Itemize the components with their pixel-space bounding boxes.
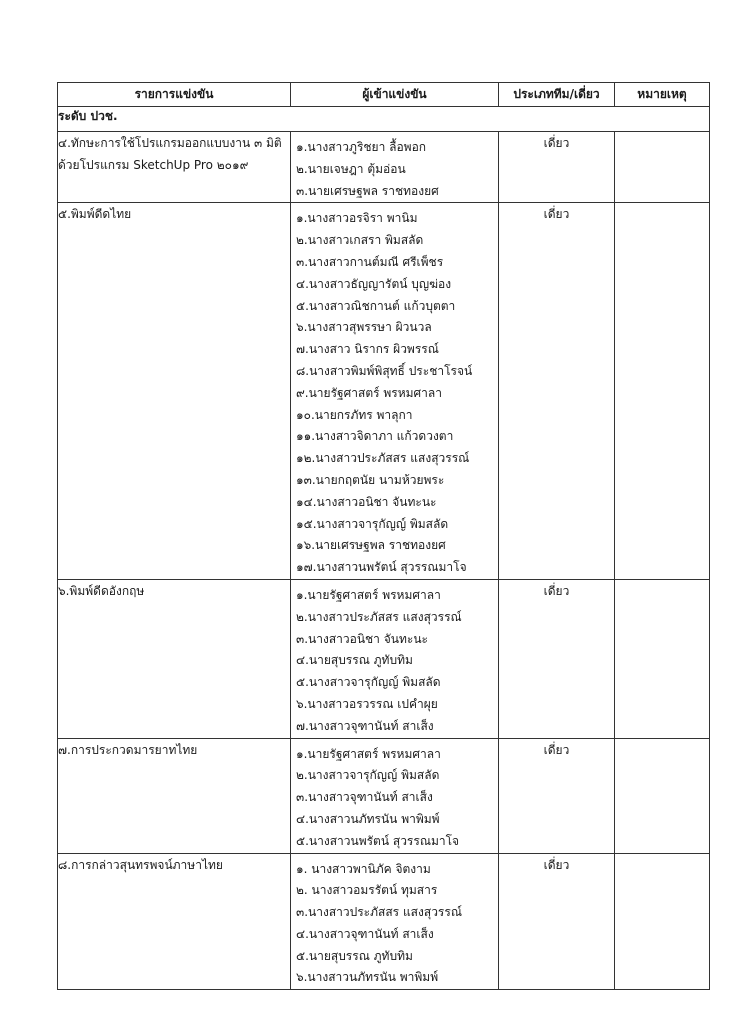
participant-name: ๑๔.นางสาวอนิชา จันทะนะ [296, 494, 437, 509]
note-cell [615, 738, 710, 853]
table-row [58, 738, 710, 853]
header-participants: ผู้เข้าแข่งขัน [291, 83, 499, 107]
header-competition: รายการแข่งขัน [58, 83, 291, 107]
participants-cell [291, 738, 499, 853]
participant-name: ๕.นางสาวณิชกานต์ แก้วบุตตา [296, 298, 456, 313]
competition-item-name: ๘.การกล่าวสุนทรพจน์ภาษาไทย [58, 857, 223, 872]
entry-type: เดี่ยว [499, 579, 615, 738]
note-cell [615, 132, 710, 203]
participant-name: ๖.นางสาวนภัทรนัน พาพิมพ์ [296, 970, 439, 985]
participant-name: ๓.นางสาวประภัสสร แสงสุวรรณ์ [296, 905, 462, 920]
participants-cell [291, 132, 499, 203]
participants-cell [291, 579, 499, 738]
participant-name: ๑.นายรัฐศาสตร์ พรหมศาลา [296, 587, 441, 602]
participant-name: ๙.นายรัฐศาสตร์ พรหมศาลา [296, 385, 442, 400]
participant-name: ๒.นายเจษฎา ตุ้มอ่อน [296, 161, 406, 176]
note-cell [615, 853, 710, 990]
participant-name: ๑๗.นางสาวนพรัตน์ สุวรรณมาโจ [296, 560, 467, 575]
note-cell [615, 579, 710, 738]
participants-cell [291, 853, 499, 990]
participant-name: ๓.นางสาวกานต์มณี ศรีเพ็ชร [296, 254, 444, 269]
competition-item-name: ๕.พิมพ์ดีดไทย [58, 207, 132, 222]
participant-name: ๒.นางสาวประภัสสร แสงสุวรรณ์ [296, 609, 462, 624]
table-row [58, 579, 710, 738]
participant-name: ๑.นายรัฐศาสตร์ พรหมศาลา [296, 746, 441, 761]
participant-name: ๑๖.นายเศรษฐพล ราชทองยศ [296, 538, 446, 553]
participant-list [291, 132, 498, 202]
entry-type: เดี่ยว [499, 853, 615, 990]
participant-name: ๓.นางสาวอนิชา จันทะนะ [296, 631, 428, 646]
participant-name: ๒. นางสาวอมรรัตน์ ทุมสาร [296, 883, 438, 898]
competition-item-name: ๖.พิมพ์ดีดอังกฤษ [58, 583, 145, 598]
competition-item-cell [58, 853, 291, 990]
header-row [58, 83, 710, 107]
participant-name: ๕.นางสาวจารุกัญญ์ พิมสลัด [296, 675, 441, 690]
participant-name: ๔.นางสาวนภัทรนัน พาพิมพ์ [296, 811, 440, 826]
participant-list [291, 203, 498, 579]
header-note: หมายเหตุ [615, 83, 710, 107]
participant-name: ๖.นางสาวสุพรรษา ผิวนวล [296, 320, 432, 335]
competition-item-cell [58, 132, 291, 203]
participant-name: ๑๕.นางสาวจารุกัญญ์ พิมสลัด [296, 516, 449, 531]
participant-name: ๑.นางสาวอรจิรา พานิม [296, 211, 418, 226]
table-row [58, 132, 710, 203]
participant-name: ๑. นางสาวพานิภัค จิตงาม [296, 861, 431, 876]
participant-name: ๑๐.นายกรภัทร พาลุกา [296, 407, 413, 422]
participant-name: ๗.นางสาวจุฑานันท์ สาเส็ง [296, 718, 434, 733]
level-label: ระดับ ปวช. [58, 107, 710, 132]
level-row [58, 107, 710, 132]
participants-cell [291, 203, 499, 580]
participant-list [291, 739, 498, 853]
participant-name: ๗.นางสาว นิรากร ผิวพรรณ์ [296, 342, 439, 357]
entry-type: เดี่ยว [499, 132, 615, 203]
participant-name: ๕.นางสาวนพรัตน์ สุวรรณมาโจ [296, 833, 460, 848]
entry-type: เดี่ยว [499, 203, 615, 580]
competition-item-cell [58, 203, 291, 580]
competition-item-cell [58, 579, 291, 738]
table-row [58, 853, 710, 990]
note-cell [615, 203, 710, 580]
participant-name: ๑๑.นางสาวจิดาภา แก้วดวงตา [296, 429, 454, 444]
participant-list [291, 580, 498, 738]
participant-name: ๕.นายสุบรรณ ภูทับทิม [296, 948, 413, 963]
entry-type: เดี่ยว [499, 738, 615, 853]
participant-name: ๓.นางสาวจุฑานันท์ สาเส็ง [296, 790, 433, 805]
participant-name: ๑.นางสาวภูริชยา ลื้อพอก [296, 140, 427, 154]
participant-name: ๖.นางสาวอรวรรณ เปคำผุย [296, 696, 438, 711]
participant-list [291, 854, 498, 990]
competition-table [57, 82, 710, 990]
header-type: ประเภททีม/เดี่ยว [499, 83, 615, 107]
participant-name: ๒.นางสาวจารุกัญญ์ พิมสลัด [296, 768, 440, 783]
participant-name: ๘.นางสาวพิมพ์พิสุทธิ์ ประชาโรจน์ [296, 363, 473, 378]
participant-name: ๓.นายเศรษฐพล ราชทองยศ [296, 183, 439, 198]
participant-name: ๔.นายสุบรรณ ภูทับทิม [296, 653, 413, 668]
competition-item-cell [58, 738, 291, 853]
participant-name: ๔.นางสาวธัญญารัตน์ บุญฆ่อง [296, 276, 452, 291]
participant-name: ๔.นางสาวจุฑานันท์ สาเส็ง [296, 926, 434, 941]
competition-item-name: ๔.ทักษะการใช้โปรแกรมออกแบบงาน ๓ มิติ ด้วยโปรแกรม SketchUp Pro ๒๐๑๙ [58, 136, 282, 172]
participant-name: ๒.นางสาวเกสรา พิมสลัด [296, 233, 424, 248]
table-row [58, 203, 710, 580]
participant-name: ๑๓.นายกฤตนัย นามห้วยพระ [296, 472, 445, 487]
competition-item-name: ๗.การประกวดมารยาทไทย [58, 742, 198, 757]
participant-name: ๑๒.นางสาวประภัสสร แสงสุวรรณ์ [296, 451, 470, 466]
